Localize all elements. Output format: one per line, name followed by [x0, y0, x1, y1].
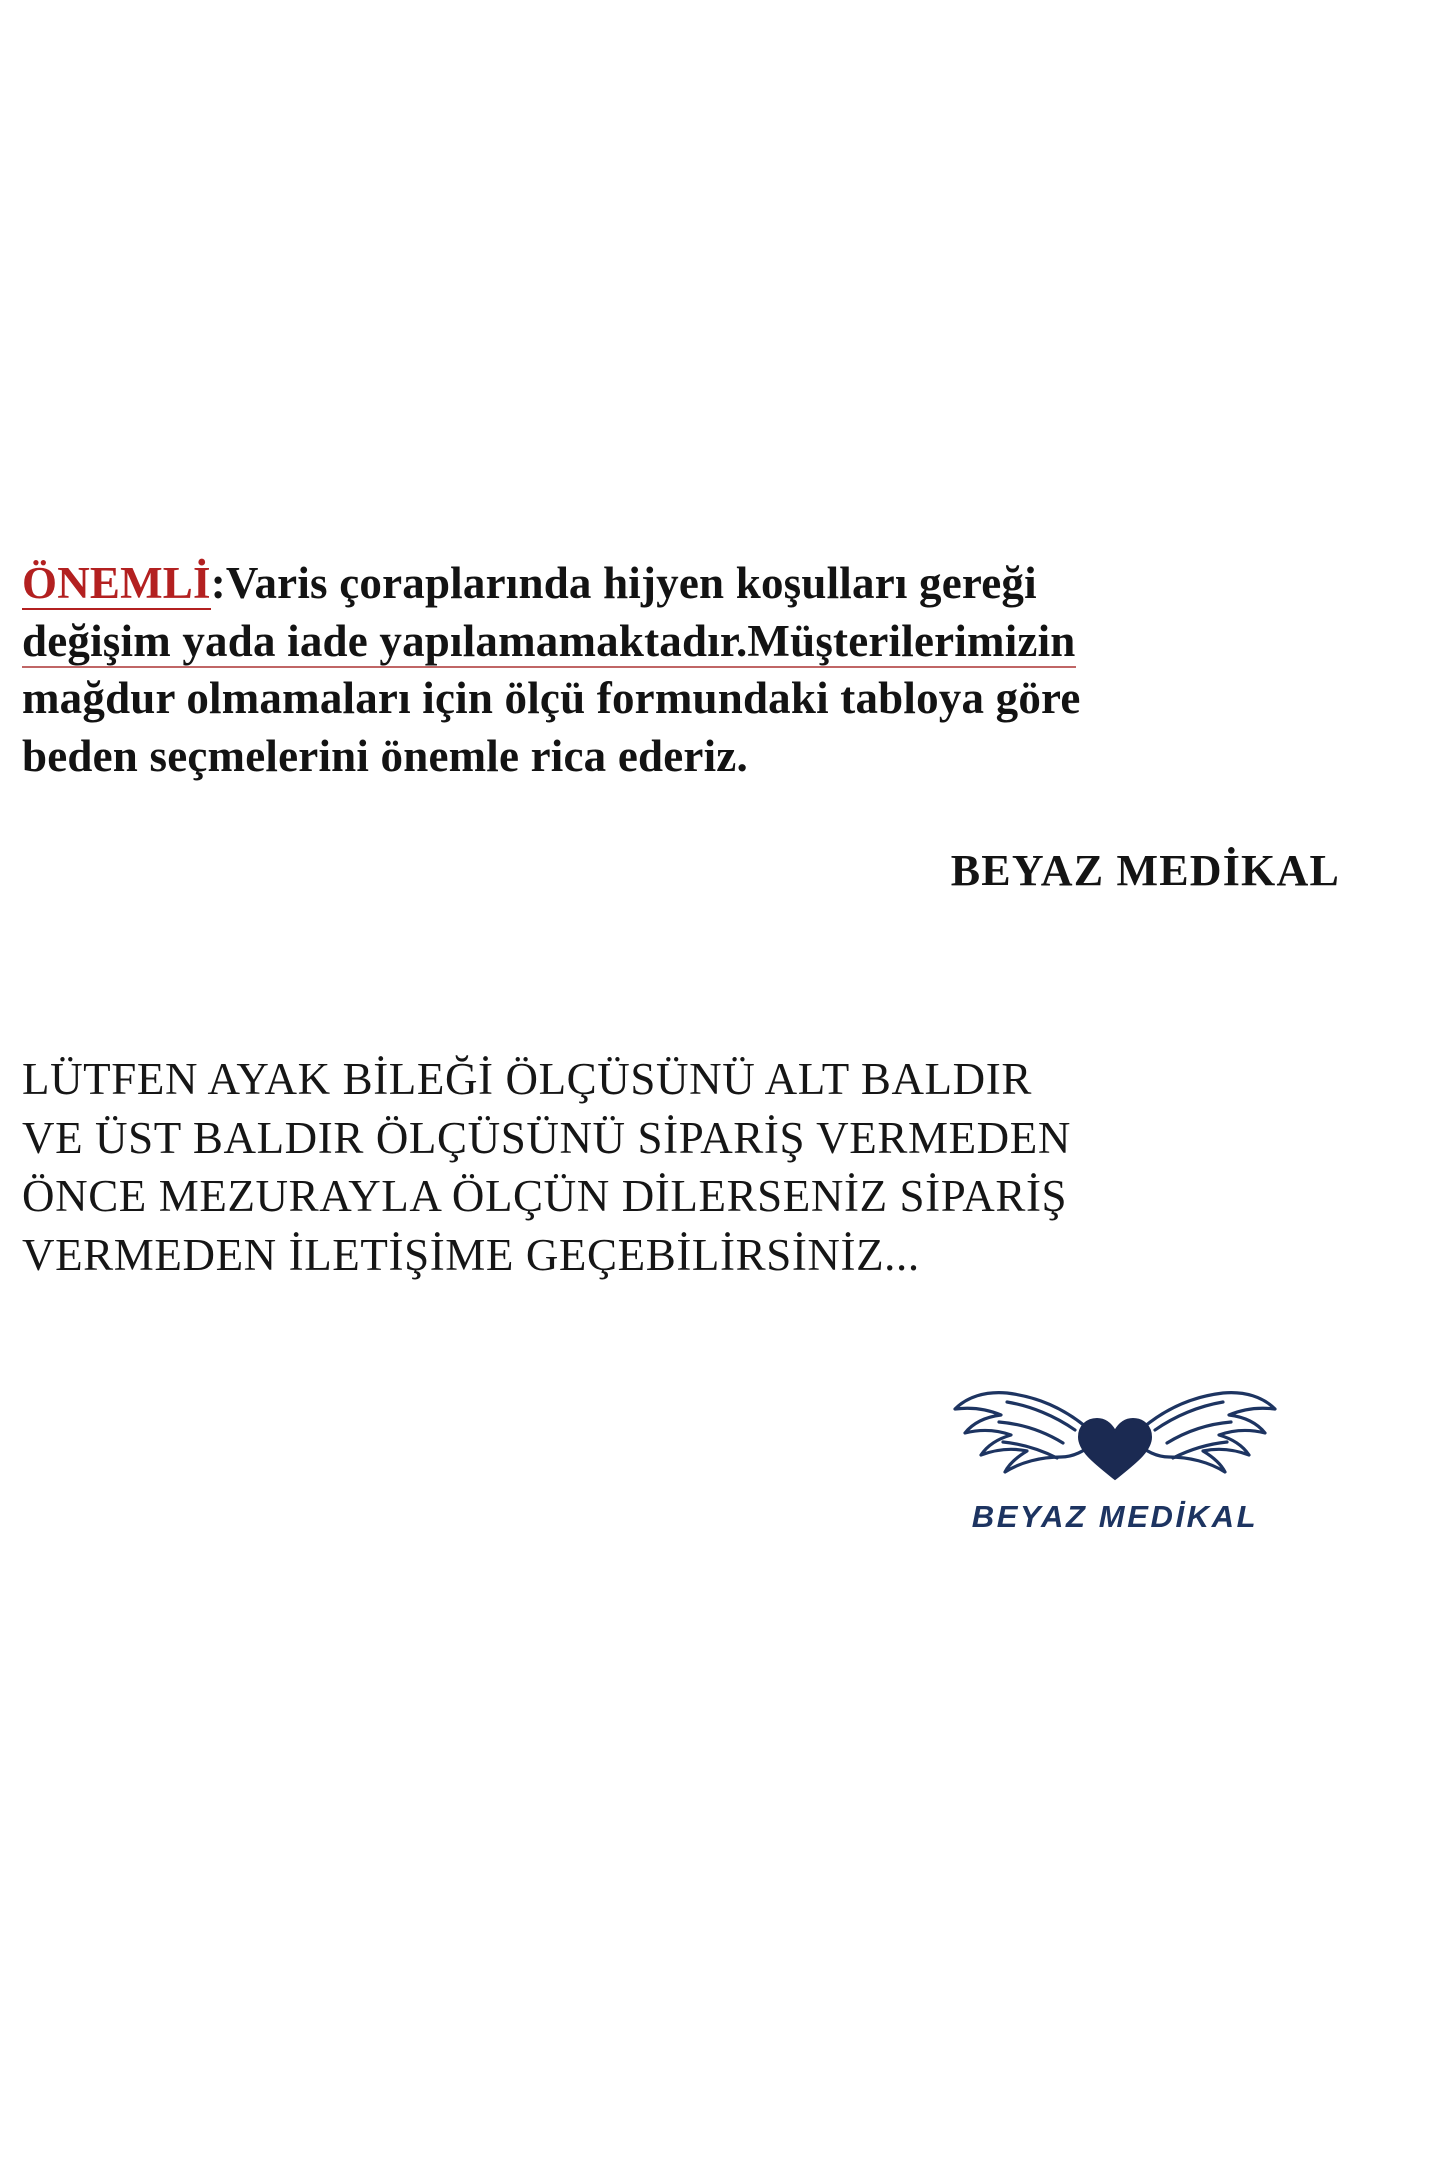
important-notice-block — [22, 555, 1312, 785]
important-keyword: ÖNEMLİ — [22, 558, 211, 608]
measurement-instructions-block — [22, 1050, 1342, 1284]
notice-line-2: değişim yada iade yapılamamaktadır.Müşterilerimizin — [22, 615, 1076, 666]
notice-line-3: mağdur olmamaları için ölçü formundaki tabloya göre — [22, 673, 1081, 724]
measurement-instructions-text — [22, 1050, 1342, 1284]
signature-text: BEYAZ MEDİKAL — [950, 846, 1340, 895]
important-separator: : — [210, 558, 226, 608]
instruction-line-2: VE ÜST BALDIR ÖLÇÜSÜNÜ SİPARİŞ VERMEDEN — [22, 1112, 1071, 1163]
instruction-line-4: VERMEDEN İLETİŞİME GEÇEBİLİRSİNİZ... — [22, 1229, 920, 1280]
brand-logo-text: BEYAZ MEDİKAL — [971, 1499, 1259, 1534]
notice-line-4: beden seçmelerini önemle rica ederiz. — [22, 730, 748, 781]
important-notice-text — [22, 555, 1312, 785]
instruction-line-1: LÜTFEN AYAK BİLEĞİ ÖLÇÜSÜNÜ ALT BALDIR — [22, 1054, 1032, 1104]
brand-logo — [935, 1375, 1295, 1575]
notice-line-1: Varis çoraplarında hijyen koşulları gereği — [225, 558, 1037, 608]
winged-heart-icon — [945, 1375, 1285, 1505]
instruction-line-3: ÖNCE MEZURAYLA ÖLÇÜN DİLERSENİZ SİPARİŞ — [22, 1171, 1068, 1221]
